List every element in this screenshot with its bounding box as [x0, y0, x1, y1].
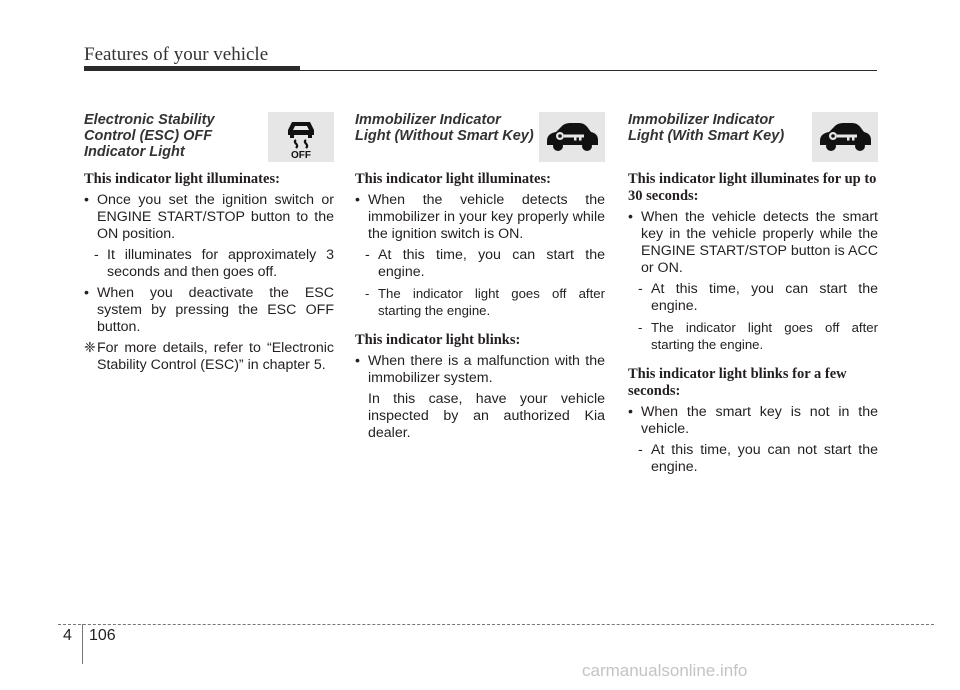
sub-item-text: The indicator light goes off after starting the engine. — [651, 320, 878, 352]
esc-off-icon — [268, 112, 334, 162]
illuminates-heading: This indicator light illuminates: — [355, 171, 551, 187]
sub-item: - At this time, you can start the engine. — [638, 281, 878, 314]
sub-item: - At this time, you can start the engine. — [365, 247, 605, 280]
note-mark: ❈ — [84, 340, 96, 356]
header-rule-thin — [300, 70, 877, 71]
section-heading — [628, 112, 878, 162]
bullet-item: • Once you set the ignition switch or ENGINE START/STOP button to the ON position. — [84, 192, 334, 243]
footer-rule — [58, 624, 934, 625]
sub-item: - The indicator light goes off after starting the engine. — [638, 320, 878, 352]
section-title-line: Immobilizer Indicator — [355, 112, 501, 128]
sub-item-text: It illuminates for approximately 3 seconds and then goes off. — [107, 247, 334, 280]
car-key-icon — [812, 112, 878, 162]
blinks-heading: This indicator light blinks: — [355, 332, 521, 348]
section-immobilizer-without-smart-key — [355, 112, 605, 446]
illuminates-heading: This indicator light illuminates: — [84, 171, 280, 187]
car-key-icon — [539, 112, 605, 162]
sub-item: - The indicator light goes off after starting the engine. — [365, 286, 605, 318]
watermark: carmanualsonline.info — [582, 661, 748, 680]
section-title-line: Light (Without Smart Key) — [355, 128, 534, 144]
chapter-number: 4 — [63, 627, 72, 644]
header-title: Features of your vehicle — [84, 44, 269, 65]
esc-off-icon-text: OFF — [291, 150, 311, 159]
bullet-item: • When the vehicle detects the immobilizer in your key properly while the ignition switch is ON. — [355, 192, 605, 243]
footer-divider — [82, 624, 83, 664]
section-title-line: Control (ESC) OFF — [84, 128, 213, 144]
sub-item-text: At this time, you can start the engine. — [378, 247, 605, 280]
continuation-text: In this case, have your vehicle inspected by an authorized Kia dealer. — [368, 391, 605, 441]
section-heading — [355, 112, 605, 162]
section-title-line: Indicator Light — [84, 144, 185, 160]
sub-item: - It illuminates for approximately 3 seconds and then goes off. — [94, 247, 334, 280]
section-title-line: Electronic Stability — [84, 112, 215, 128]
bullet-item: • When the vehicle detects the smart key in the vehicle properly while the ENGINE START/STOP button is ACC or ON. — [628, 209, 878, 277]
sub-item-text: The indicator light goes off after starting the engine. — [378, 286, 605, 318]
section-esc-off — [84, 112, 334, 378]
section-title-line: Immobilizer Indicator — [628, 112, 774, 128]
sub-item-text: At this time, you can start the engine. — [651, 281, 878, 314]
section-immobilizer-with-smart-key — [628, 112, 878, 480]
illuminates-heading: This indicator light illuminates for up to 30 seconds: — [628, 171, 877, 204]
bullet-item: • When you deactivate the ESC system by pressing the ESC OFF button. — [84, 285, 334, 336]
page-number: 106 — [89, 627, 116, 644]
sub-item-text: At this time, you can not start the engine. — [651, 442, 878, 475]
note-text: For more details, refer to “Electronic Stability Control (ESC)” in chapter 5. — [97, 340, 334, 373]
section-heading — [84, 112, 334, 162]
bullet-item: • When the smart key is not in the vehicle. — [628, 404, 878, 438]
blinks-heading: This indicator light blinks for a few seconds: — [628, 366, 847, 399]
header-rule-thick — [84, 66, 300, 71]
section-title-line: Light (With Smart Key) — [628, 128, 785, 144]
sub-item: - At this time, you can not start the engine. — [638, 442, 878, 475]
reference-note — [84, 340, 334, 374]
bullet-item: • When there is a malfunction with the immobilizer system. — [355, 353, 605, 387]
